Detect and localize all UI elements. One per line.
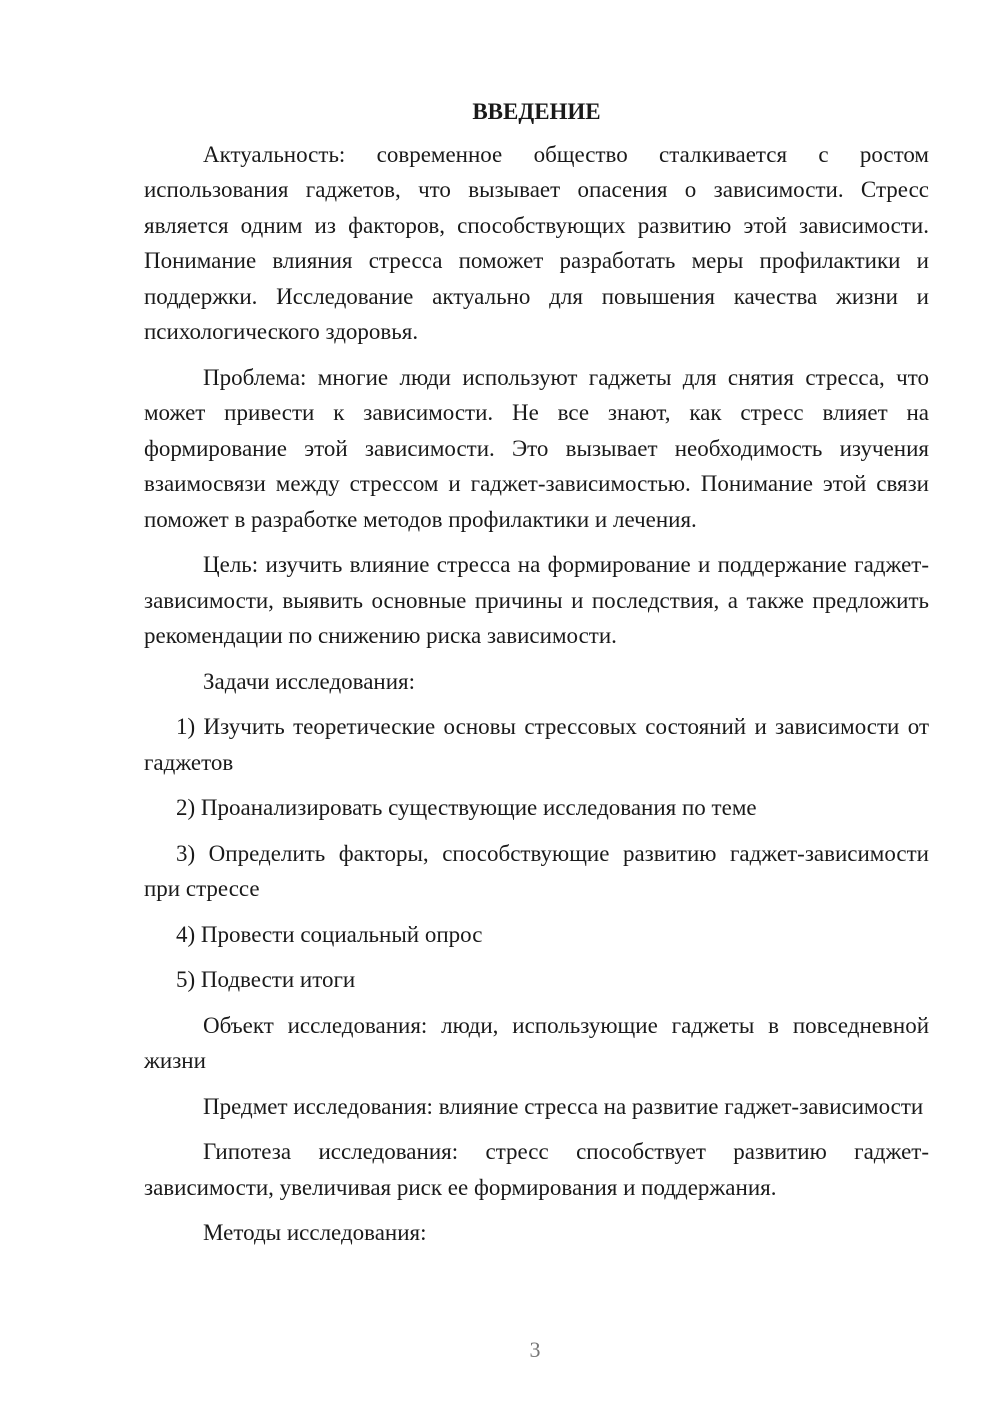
relevance-paragraph: Актуальность: современное общество сталкивается с ростом использования гаджетов, что вызывает опасения о зависимости. Стресс является одним из факторов, способствующих развитию этой зависимости. Понимание влияния стресса поможет разработать меры профилактики и поддержки. Исследование актуально для повышения качества жизни и психологического здоровья. — [144, 141, 929, 344]
task-item-1: 1) Изучить теоретические основы стрессовых состояний и зависимости от гаджетов — [144, 714, 929, 775]
problem-paragraph: Проблема: многие люди используют гаджеты для снятия стресса, что может привести к зависимости. Не все знают, как стресс влияет на формирование этой зависимости. Это вызывает необходимость изучения взаимосвязи между стрессом и гаджет-зависимостью. Понимание этой связи поможет в разработке методов профилактики и лечения. — [144, 364, 929, 532]
tasks-heading: Задачи исследования: — [203, 668, 416, 694]
task-item-4: 4) Провести социальный опрос — [176, 921, 483, 947]
task-item-5: 5) Подвести итоги — [176, 967, 356, 992]
page-number: 3 — [529, 1337, 541, 1362]
object-paragraph: Объект исследования: люди, использующие гаджеты в повседневной жизни — [144, 1012, 929, 1073]
subject-paragraph: Предмет исследования: влияние стресса на развитие гаджет-зависимости — [203, 1093, 924, 1119]
task-item-2: 2) Проанализировать существующие исследования по теме — [176, 795, 757, 820]
goal-paragraph: Цель: изучить влияние стресса на формирование и поддержание гаджет-зависимости, выявить основные причины и последствия, а также предложить рекомендации по снижению риска зависимости. — [144, 552, 929, 648]
hypothesis-paragraph: Гипотеза исследования: стресс способствует развитию гаджет-зависимости, увеличивая риск ее формирования и поддержания. — [144, 1139, 929, 1200]
methods-heading: Методы исследования: — [203, 1220, 427, 1245]
page-content — [144, 94, 929, 1261]
page-title: ВВЕДЕНИЕ — [472, 99, 601, 124]
task-item-3: 3) Определить факторы, способствующие развитию гаджет-зависимости при стрессе — [144, 840, 929, 901]
